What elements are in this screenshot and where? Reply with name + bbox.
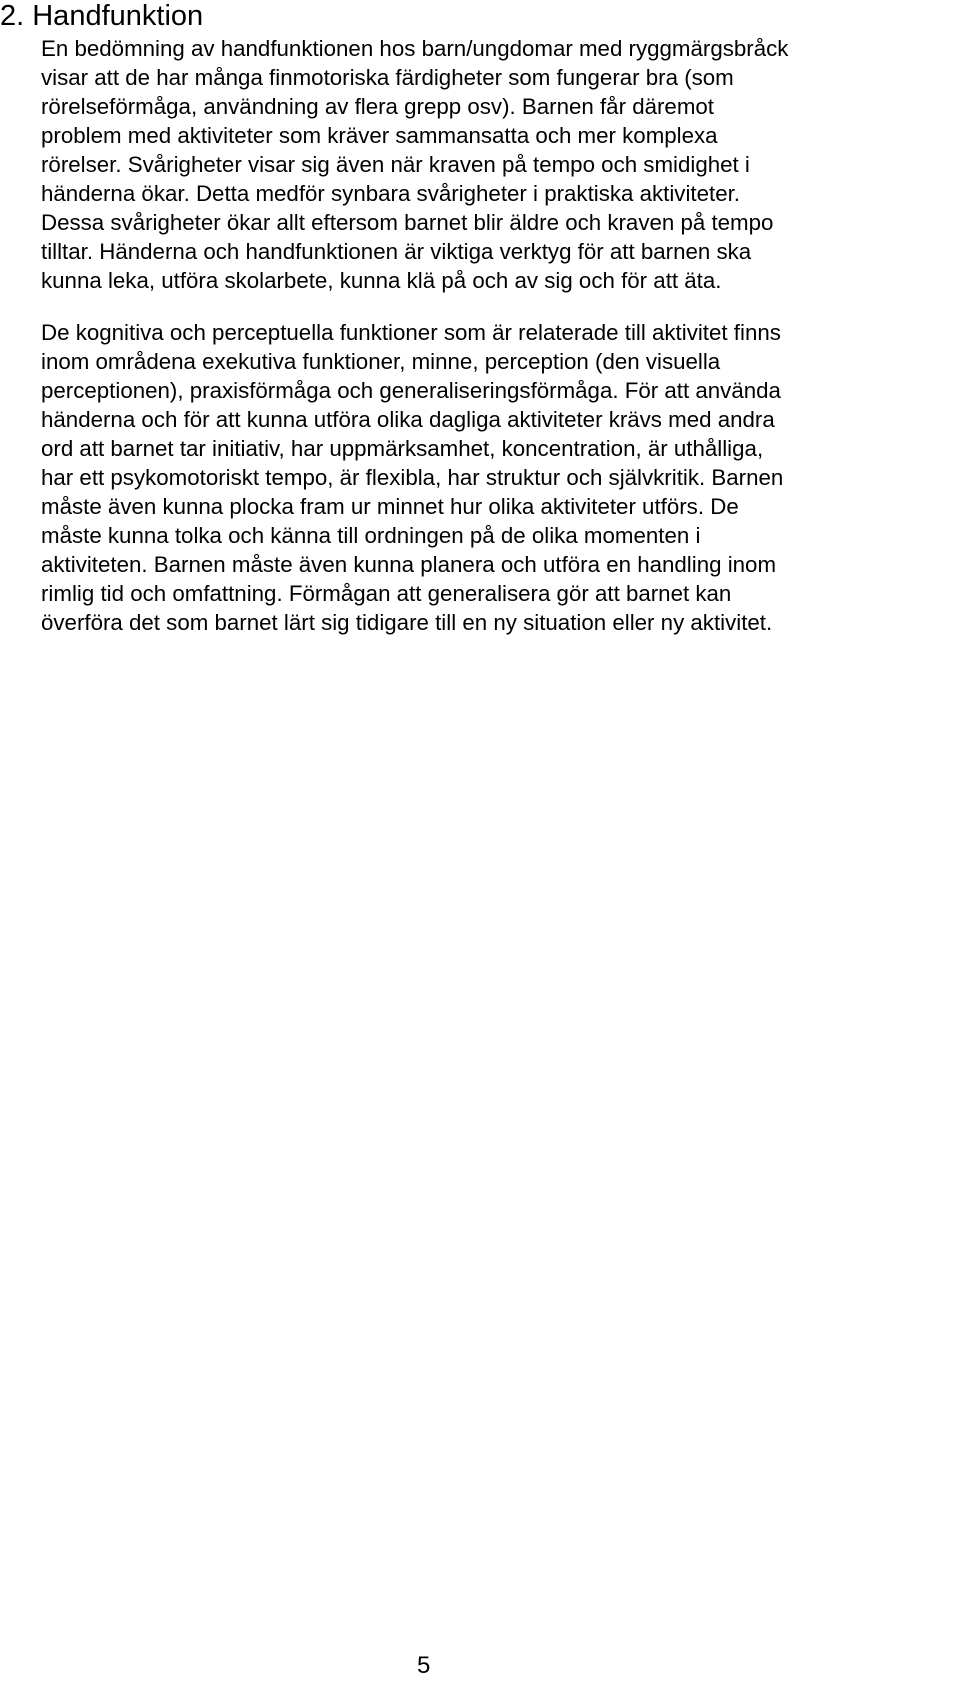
- text-line: rörelseförmåga, användning av flera grepp osv). Barnen får däremot: [41, 94, 714, 119]
- text-line: Dessa svårigheter ökar allt eftersom barnet blir äldre och kraven på tempo: [41, 210, 774, 235]
- text-line: perceptionen), praxisförmåga och generaliseringsförmåga. För att använda: [41, 378, 781, 403]
- paragraph-handfunktion: [41, 34, 788, 295]
- text-line: rörelser. Svårigheter visar sig även när kraven på tempo och smidighet i: [41, 152, 750, 177]
- text-line: En bedömning av handfunktionen hos barn/ungdomar med ryggmärgsbråck: [41, 36, 789, 61]
- text-line: visar att de har många finmotoriska färdigheter som fungerar bra (som: [41, 65, 734, 90]
- text-line: kunna leka, utföra skolarbete, kunna klä på och av sig och för att äta.: [41, 268, 722, 293]
- text-line: aktiviteten. Barnen måste även kunna planera och utföra en handling inom: [41, 552, 777, 577]
- text-line: rimlig tid och omfattning. Förmågan att generalisera gör att barnet kan: [41, 581, 732, 606]
- page-number: 5: [417, 1652, 431, 1679]
- text-line: De kognitiva och perceptuella funktioner som är relaterade till aktivitet finns: [41, 320, 781, 345]
- text-line: problem med aktiviteter som kräver sammansatta och mer komplexa: [41, 123, 718, 148]
- text-line: har ett psykomotoriskt tempo, är flexibla, har struktur och självkritik. Barnen: [41, 465, 784, 490]
- text-line: måste även kunna plocka fram ur minnet hur olika aktiviteter utförs. De: [41, 494, 739, 519]
- text-line: tilltar. Händerna och handfunktionen är viktiga verktyg för att barnen ska: [41, 239, 752, 264]
- text-line: överföra det som barnet lärt sig tidigare till en ny situation eller ny aktivitet.: [41, 610, 773, 635]
- text-line: ord att barnet tar initiativ, har uppmärksamhet, koncentration, är uthålliga,: [41, 436, 764, 461]
- text-line: måste kunna tolka och känna till ordningen på de olika momenten i: [41, 523, 701, 548]
- text-line: inom områdena exekutiva funktioner, minne, perception (den visuella: [41, 349, 721, 374]
- section-heading: 2. Handfunktion: [0, 0, 204, 32]
- text-line: händerna och för att kunna utföra olika dagliga aktiviteter krävs med andra: [41, 407, 775, 432]
- text-line: händerna ökar. Detta medför synbara svårigheter i praktiska aktiviteter.: [41, 181, 740, 206]
- paragraph-kognitiva-funktioner: [41, 318, 783, 637]
